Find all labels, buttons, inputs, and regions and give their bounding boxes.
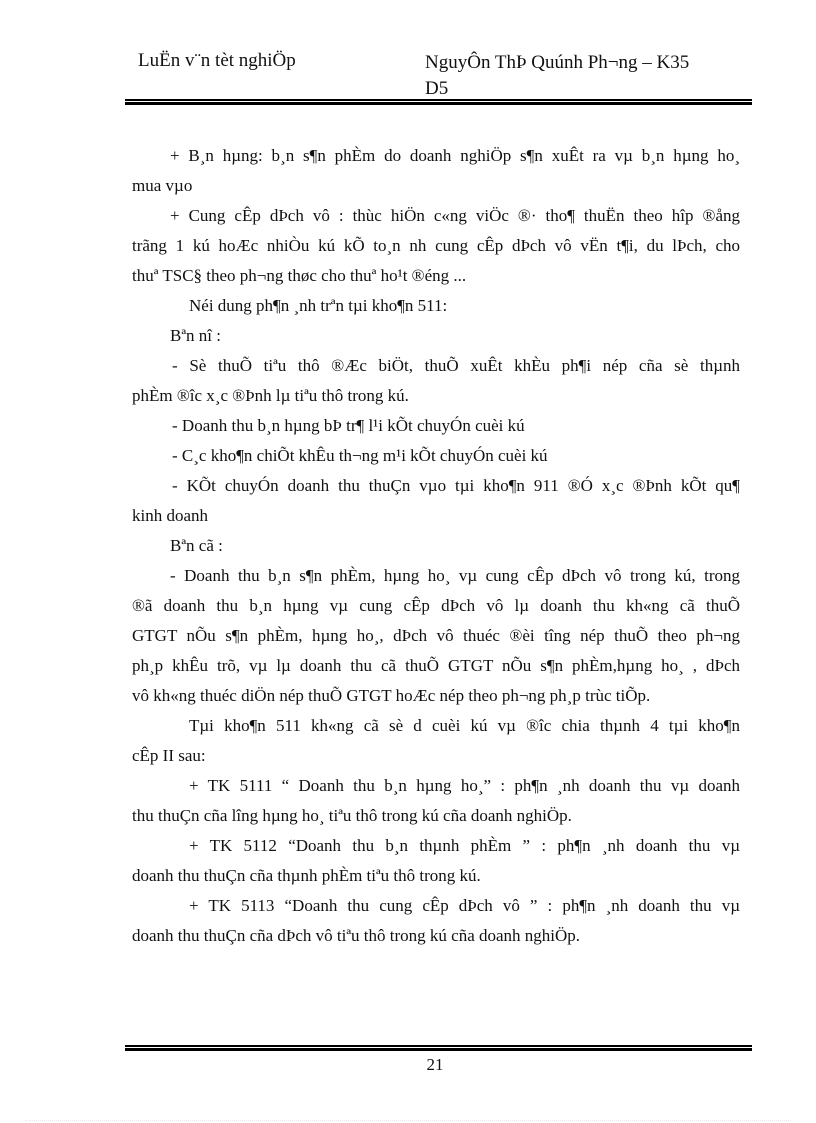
text-line: Néi dung ph¶n ¸nh trªn tµi kho¶n 511: bbox=[189, 296, 448, 315]
text-line: vô kh«ng thuéc diÖn nép thuÕ GTGT hoÆc nép theo ph¬ng ph¸p trùc tiÕp. bbox=[132, 686, 651, 705]
header-divider bbox=[125, 99, 752, 105]
page-body bbox=[132, 141, 740, 951]
header-author bbox=[425, 50, 745, 102]
page-edge-dotted-line bbox=[25, 1120, 791, 1121]
text-line: - Doanh thu b¸n hµng bÞ tr¶ l¹i kÕt chuyÓn cuèi kú bbox=[172, 416, 525, 435]
header-author-line1: NguyÔn ThÞ Quúnh Ph¬ng – K35 bbox=[425, 52, 690, 73]
text-line: + B¸n hµng: b¸n s¶n phÈm do doanh nghiÖp s¶n xuÊt ra vµ b¸n hµng ho¸ bbox=[170, 146, 740, 165]
footer-divider bbox=[125, 1045, 752, 1051]
text-line: + Cung cÊp dÞch vô : thùc hiÖn c«ng viÖc ®· tho¶ thuËn theo hîp ®ång bbox=[170, 206, 740, 225]
page-number: 21 bbox=[426, 1055, 444, 1074]
text-line: mua vµo bbox=[132, 176, 193, 195]
text-line: thu thuÇn cña lîng hµng ho¸ tiªu thô trong kú cña doanh nghiÖp. bbox=[132, 806, 572, 825]
header-thesis-label: LuËn v¨n tèt nghiÖp bbox=[138, 50, 296, 71]
text-line: phÈm ®îc x¸c ®Þnh lµ tiªu thô trong kú. bbox=[132, 386, 409, 405]
text-line: - C¸c kho¶n chiÕt khÊu th¬ng m¹i kÕt chuyÓn cuèi kú bbox=[172, 446, 548, 465]
text-line: kinh doanh bbox=[132, 506, 209, 525]
header-author-line2: D5 bbox=[425, 78, 449, 99]
text-line: ph¸p khÊu trõ, vµ lµ doanh thu cã thuÕ GTGT nÕu s¶n phÈm,hµng ho¸ , dÞch bbox=[132, 656, 740, 675]
text-line: - KÕt chuyÓn doanh thu thuÇn vµo tµi kho¶n 911 ®Ó x¸c ®Þnh kÕt qu¶ bbox=[172, 476, 740, 495]
text-line: doanh thu thuÇn cña thµnh phÈm tiªu thô trong kú. bbox=[132, 866, 481, 885]
text-line: + TK 5112 “Doanh thu b¸n thµnh phÈm ” : ph¶n ¸nh doanh thu vµ bbox=[189, 836, 740, 855]
text-line: Tµi kho¶n 511 kh«ng cã sè d cuèi kú vµ ®îc chia thµnh 4 tµi kho¶n bbox=[189, 716, 740, 735]
text-line: - Doanh thu b¸n s¶n phÈm, hµng ho¸ vµ cung cÊp dÞch vô trong kú, trong bbox=[170, 566, 740, 585]
text-line: Bªn cã : bbox=[170, 536, 223, 555]
text-line: trãng 1 kú hoÆc nhiÒu kú kÕ to¸n nh cung cÊp dÞch vô vËn t¶i, du lÞch, cho bbox=[132, 236, 740, 255]
text-line: cÊp II sau: bbox=[132, 746, 206, 765]
text-line: + TK 5111 “ Doanh thu b¸n hµng ho¸” : ph¶n ¸nh doanh thu vµ doanh bbox=[189, 776, 740, 795]
text-line: thuª TSC§ theo ph¬ng thøc cho thuª ho¹t ®éng ... bbox=[132, 266, 467, 285]
text-line: - Sè thuÕ tiªu thô ®Æc biÖt, thuÕ xuÊt khÈu ph¶i nép cña sè thµnh bbox=[172, 356, 740, 375]
text-line: GTGT nÕu s¶n phÈm, hµng ho¸, dÞch vô thuéc ®èi tîng nép thuÕ theo ph¬ng bbox=[132, 626, 740, 645]
text-line: doanh thu thuÇn cña dÞch vô tiªu thô trong kú cña doanh nghiÖp. bbox=[132, 926, 581, 945]
text-line: + TK 5113 “Doanh thu cung cÊp dÞch vô ” : ph¶n ¸nh doanh thu vµ bbox=[189, 896, 740, 915]
text-line: ®ã doanh thu b¸n hµng vµ cung cÊp dÞch vô lµ doanh thu kh«ng cã thuÕ bbox=[132, 596, 740, 615]
text-line: Bªn nî : bbox=[170, 326, 221, 345]
